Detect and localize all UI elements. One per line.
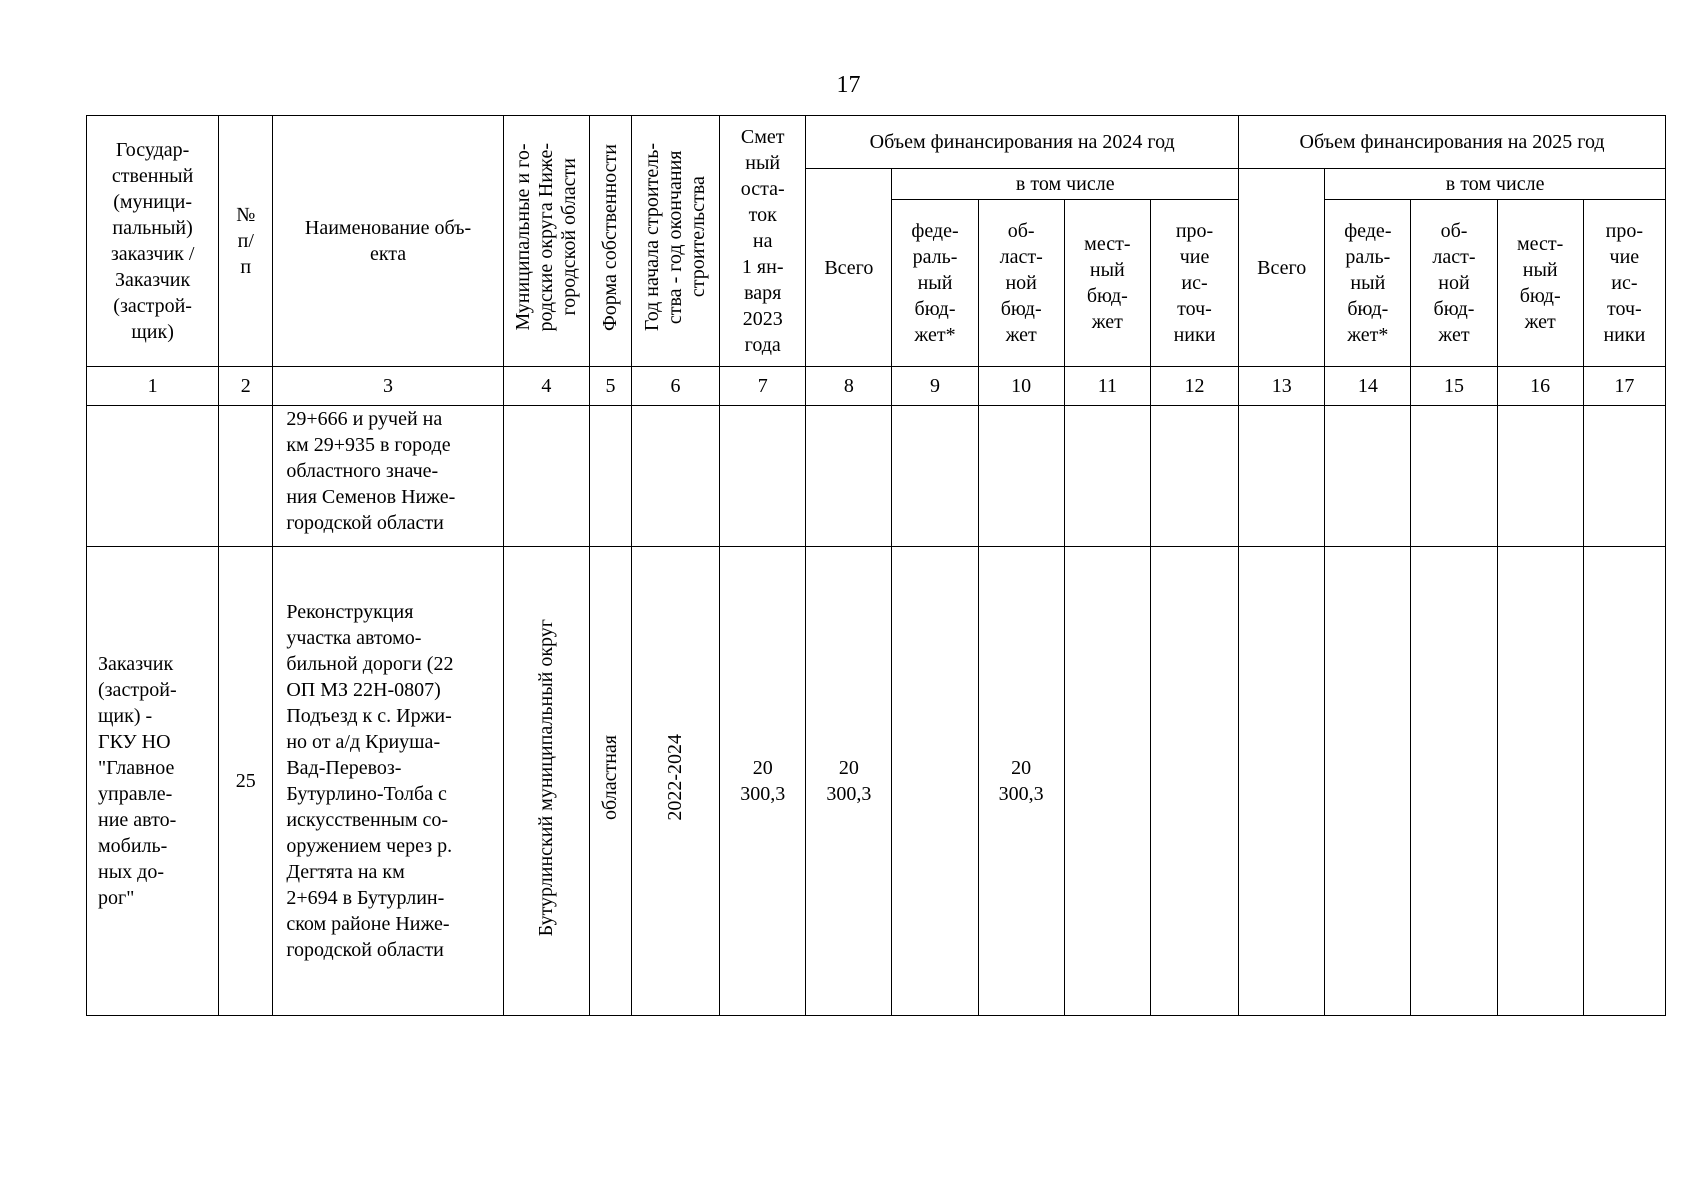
cell-local-2025 (1497, 406, 1583, 547)
column-number: 3 (273, 367, 503, 406)
header-number: № п/ п (219, 116, 273, 367)
column-number: 7 (720, 367, 806, 406)
cell-local-2024 (1064, 547, 1150, 1016)
header-regional-2024: об- ласт- ной бюд- жет (978, 200, 1064, 367)
cell-federal-2024 (892, 547, 978, 1016)
column-number: 6 (631, 367, 719, 406)
column-number: 13 (1239, 367, 1325, 406)
cell-estimate (720, 406, 806, 547)
header-years: Год начала строитель- ства - год окончания строительства (631, 116, 719, 367)
header-ownership: Форма собственности (589, 116, 631, 367)
cell-object-name: 29+666 и ручей на км 29+935 в городе областного значе- ния Семенов Ниже- городской области (273, 406, 503, 547)
column-number-row (87, 367, 1666, 406)
header-municipal: Муниципальные и го- родские округа Ниже- городской области (503, 116, 589, 367)
cell-regional-2025 (1411, 547, 1497, 1016)
column-number: 15 (1411, 367, 1497, 406)
cell-total-2024 (806, 406, 892, 547)
header-financing-2025: Объем финансирования на 2025 год (1239, 116, 1666, 169)
cell-years (631, 406, 719, 547)
cell-municipal: Бутурлинский муниципальный округ (503, 547, 589, 1016)
cell-estimate: 20 300,3 (720, 547, 806, 1016)
cell-other-2024 (1150, 406, 1238, 547)
cell-regional-2024: 20 300,3 (978, 547, 1064, 1016)
column-number: 16 (1497, 367, 1583, 406)
header-financing-2024: Объем финансирования на 2024 год (806, 116, 1239, 169)
header-local-2024: мест- ный бюд- жет (1064, 200, 1150, 367)
cell-number (219, 406, 273, 547)
cell-total-2025 (1239, 406, 1325, 547)
header-other-2025: про- чие ис- точ- ники (1583, 200, 1665, 367)
cell-local-2024 (1064, 406, 1150, 547)
column-number: 1 (87, 367, 219, 406)
header-local-2025: мест- ный бюд- жет (1497, 200, 1583, 367)
cell-customer (87, 406, 219, 547)
financing-table (86, 115, 1666, 1016)
header-total-2024: Всего (806, 169, 892, 367)
column-number: 10 (978, 367, 1064, 406)
table-row (87, 547, 1666, 1016)
header-estimate: Смет ный оста- ток на 1 ян- варя 2023 года (720, 116, 806, 367)
header-federal-2024: феде- раль- ный бюд- жет* (892, 200, 978, 367)
column-number: 2 (219, 367, 273, 406)
header-total-2025: Всего (1239, 169, 1325, 367)
column-number: 14 (1325, 367, 1411, 406)
cell-object-name: Реконструкция участка автомо- бильной дороги (22 ОП МЗ 22Н-0807) Подъезд к с. Иржи- но от а/д Криуша- Вад-Перевоз- Бутурлино-Толба с искусственным со- оружением через р. Дегтята на км 2+694 в Бутурлин- ском районе Ниже- городской области (273, 547, 503, 1016)
cell-federal-2024 (892, 406, 978, 547)
header-including-2024: в том числе (892, 169, 1239, 200)
cell-municipal (503, 406, 589, 547)
cell-number: 25 (219, 547, 273, 1016)
cell-ownership: областная (589, 547, 631, 1016)
cell-regional-2024 (978, 406, 1064, 547)
header-row (87, 116, 1666, 169)
column-number: 11 (1064, 367, 1150, 406)
cell-ownership (589, 406, 631, 547)
header-customer: Государ- ственный (муници- пальный) заказчик / Заказчик (застрой- щик) (87, 116, 219, 367)
cell-local-2025 (1497, 547, 1583, 1016)
page-number: 17 (836, 72, 861, 98)
header-regional-2025: об- ласт- ной бюд- жет (1411, 200, 1497, 367)
cell-total-2024: 20 300,3 (806, 547, 892, 1016)
cell-other-2025 (1583, 406, 1665, 547)
header-object-name: Наименование объ- екта (273, 116, 503, 367)
header-including-2025: в том числе (1325, 169, 1666, 200)
cell-regional-2025 (1411, 406, 1497, 547)
column-number: 5 (589, 367, 631, 406)
cell-customer: Заказчик (застрой- щик) - ГКУ НО "Главное управле- ние авто- мобиль- ных до- рог" (87, 547, 219, 1016)
column-number: 12 (1150, 367, 1238, 406)
column-number: 17 (1583, 367, 1665, 406)
cell-other-2025 (1583, 547, 1665, 1016)
cell-years: 2022-2024 (631, 547, 719, 1016)
column-number: 4 (503, 367, 589, 406)
header-federal-2025: феде- раль- ный бюд- жет* (1325, 200, 1411, 367)
cell-total-2025 (1239, 547, 1325, 1016)
cell-federal-2025 (1325, 406, 1411, 547)
cell-federal-2025 (1325, 547, 1411, 1016)
table-row (87, 406, 1666, 547)
cell-other-2024 (1150, 547, 1238, 1016)
column-number: 8 (806, 367, 892, 406)
header-other-2024: про- чие ис- точ- ники (1150, 200, 1238, 367)
column-number: 9 (892, 367, 978, 406)
